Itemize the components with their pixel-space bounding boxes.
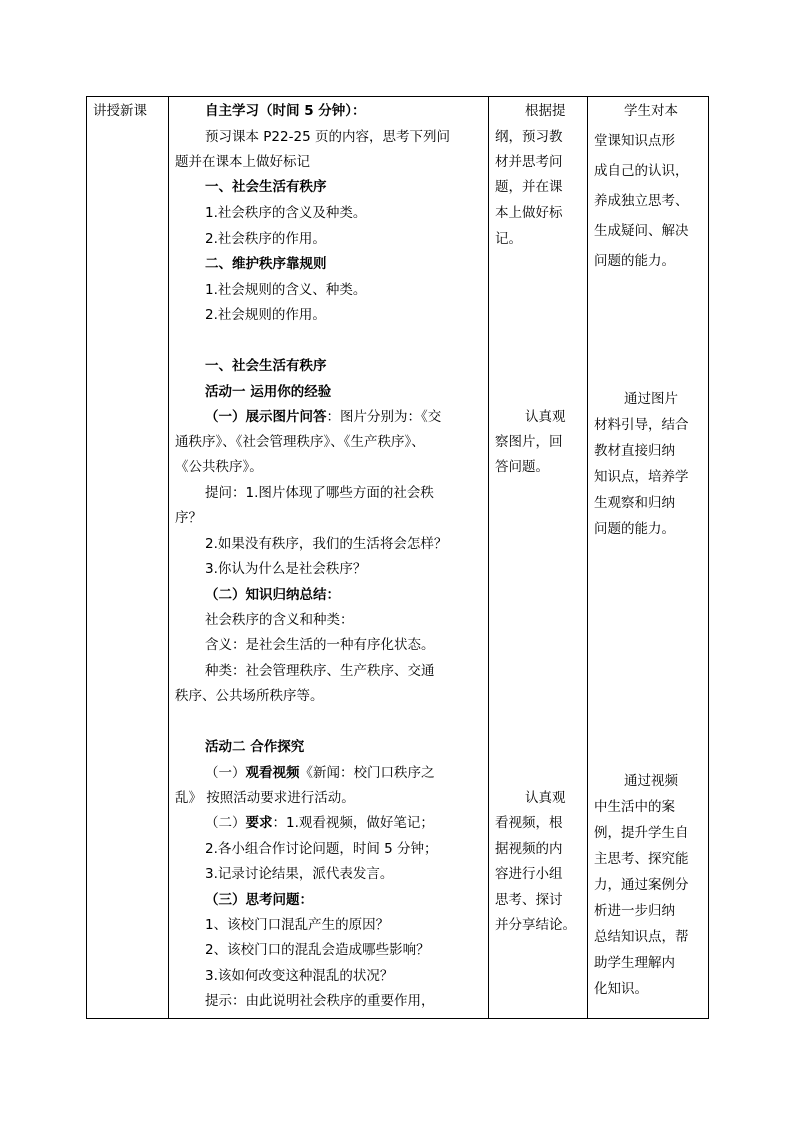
summary-heading: （二）知识归纳总结： [205,587,340,603]
activity-title: 活动二 合作探究 [205,739,305,755]
preview-question: 2.社会规则的作用。 [205,307,326,323]
preview-question: 2.社会秩序的作用。 [205,231,326,247]
intent-text: 材料引导，结合 [594,417,689,433]
summary-text: 社会秩序的含义和种类： [205,612,354,628]
part-heading: 一、社会生活有秩序 [205,358,327,374]
teacher-activity-cell [169,97,489,1019]
intent-text: 中生活中的案 [594,799,675,815]
student-text: 思考、探讨 [495,892,563,908]
section-heading: 二、维护秩序靠规则 [205,256,327,272]
student-text: 题，并在课 [495,179,563,195]
student-text: 据视频的内 [495,841,563,857]
question-text: 2.如果没有秩序，我们的生活将会怎样？ [205,536,448,552]
preview-text: 预习课本 P22-25 页的内容，思考下列问 [205,129,450,145]
intent-text: 析进一步归纳 [594,903,675,919]
intent-text: 主思考、探究能 [594,851,689,867]
question-text-cont: 序？ [175,510,202,526]
show-pictures-label: （一）展示图片问答 [205,409,327,425]
video-label: 观看视频 [245,765,300,781]
intent-text: 知识点，培养学 [594,469,689,485]
stage-label: 讲授新课 [93,103,147,119]
question-text: 提问：1.图片体现了哪些方面的社会秩 [205,485,434,501]
show-pictures-cont: 通秩序》、《社会管理秩序》、《生产秩序》、 [175,434,425,450]
student-text: 记。 [495,231,522,247]
requirements-text: ：1.观看视频，做好笔记； [272,815,434,831]
requirements-label: 要求 [245,815,273,831]
preview-text-cont: 题并在课本上做好标记 [175,154,310,170]
intent-text: 化知识。 [594,981,648,997]
student-text: 材并思考问 [495,154,563,170]
intent-text: 总结知识点，帮 [594,929,689,945]
intent-text: 例，提升学生自 [594,825,689,841]
requirements-line [205,813,434,833]
hint-text: 提示：由此说明社会秩序的重要作用， [205,993,435,1009]
student-text: 认真观 [525,409,566,425]
intent-text: 力，通过案例分 [594,877,689,893]
intent-text: 问题的能力。 [594,521,675,537]
summary-text: 种类：社会管理秩序、生产秩序、交通 [205,663,435,679]
student-text: 本上做好标 [495,205,563,221]
show-pictures-cont: 《公共秩序》。 [175,459,263,475]
preview-question: 1.社会秩序的含义及种类。 [205,205,367,221]
intent-text: 通过视频 [624,773,678,789]
intent-text: 通过图片 [624,391,678,407]
think-question: 2、该校门口的混乱会造成哪些影响？ [205,942,430,958]
intent-text: 教材直接归纳 [594,443,675,459]
student-text: 看视频，根 [495,815,563,831]
question-text: 3.你认为什么是社会秩序？ [205,561,367,577]
section-heading: 一、社会生活有秩序 [205,179,327,195]
intent-text: 生观察和归纳 [594,495,675,511]
requirements-prefix: （二） [205,815,246,831]
intent-text: 养成独立思考、 [594,193,689,209]
student-text: 纲，预习教 [495,129,563,145]
lesson-plan-table [86,96,709,1019]
video-prefix: （一） [205,765,246,781]
requirement-item: 3.记录讨论结果，派代表发言。 [205,866,394,882]
show-pictures-line [205,407,441,427]
intent-text: 堂课知识点形 [594,133,675,149]
summary-text-cont: 秩序、公共场所秩序等。 [175,688,324,704]
design-intent-cell [588,97,709,1019]
think-question: 3.该如何改变这种混乱的状况？ [205,968,394,984]
think-question: 1、该校门口混乱产生的原因？ [205,917,390,933]
preview-question: 1.社会规则的含义、种类。 [205,282,367,298]
student-text: 认真观 [525,790,566,806]
requirement-item: 2.各小组合作讨论问题，时间 5 分钟； [205,841,438,857]
intent-text: 成自己的认识， [594,163,689,179]
video-text-cont: 乱》 按照活动要求进行活动。 [175,790,355,806]
student-text: 根据提 [525,103,566,119]
show-pictures-text: ：图片分别为：《交 [326,409,442,425]
watch-video-line [205,763,435,783]
video-text: 《新闻：校门口秩序之 [299,765,435,781]
student-text: 并分享结论。 [495,917,576,933]
summary-text: 含义：是社会生活的一种有序化状态。 [205,637,435,653]
intent-text: 助学生理解内 [594,955,675,971]
self-study-title: 自主学习（时间 5 分钟）： [205,103,366,119]
student-activity-cell [489,97,588,1019]
stage-cell [87,97,169,1019]
intent-text: 问题的能力。 [594,253,675,269]
student-text: 容进行小组 [495,866,563,882]
intent-text: 生成疑问、解决 [594,223,689,239]
intent-text: 学生对本 [624,103,678,119]
student-text: 答问题。 [495,459,549,475]
student-text: 察图片，回 [495,434,563,450]
activity-title: 活动一 运用你的经验 [205,384,332,400]
think-heading: （三）思考问题： [205,892,313,908]
